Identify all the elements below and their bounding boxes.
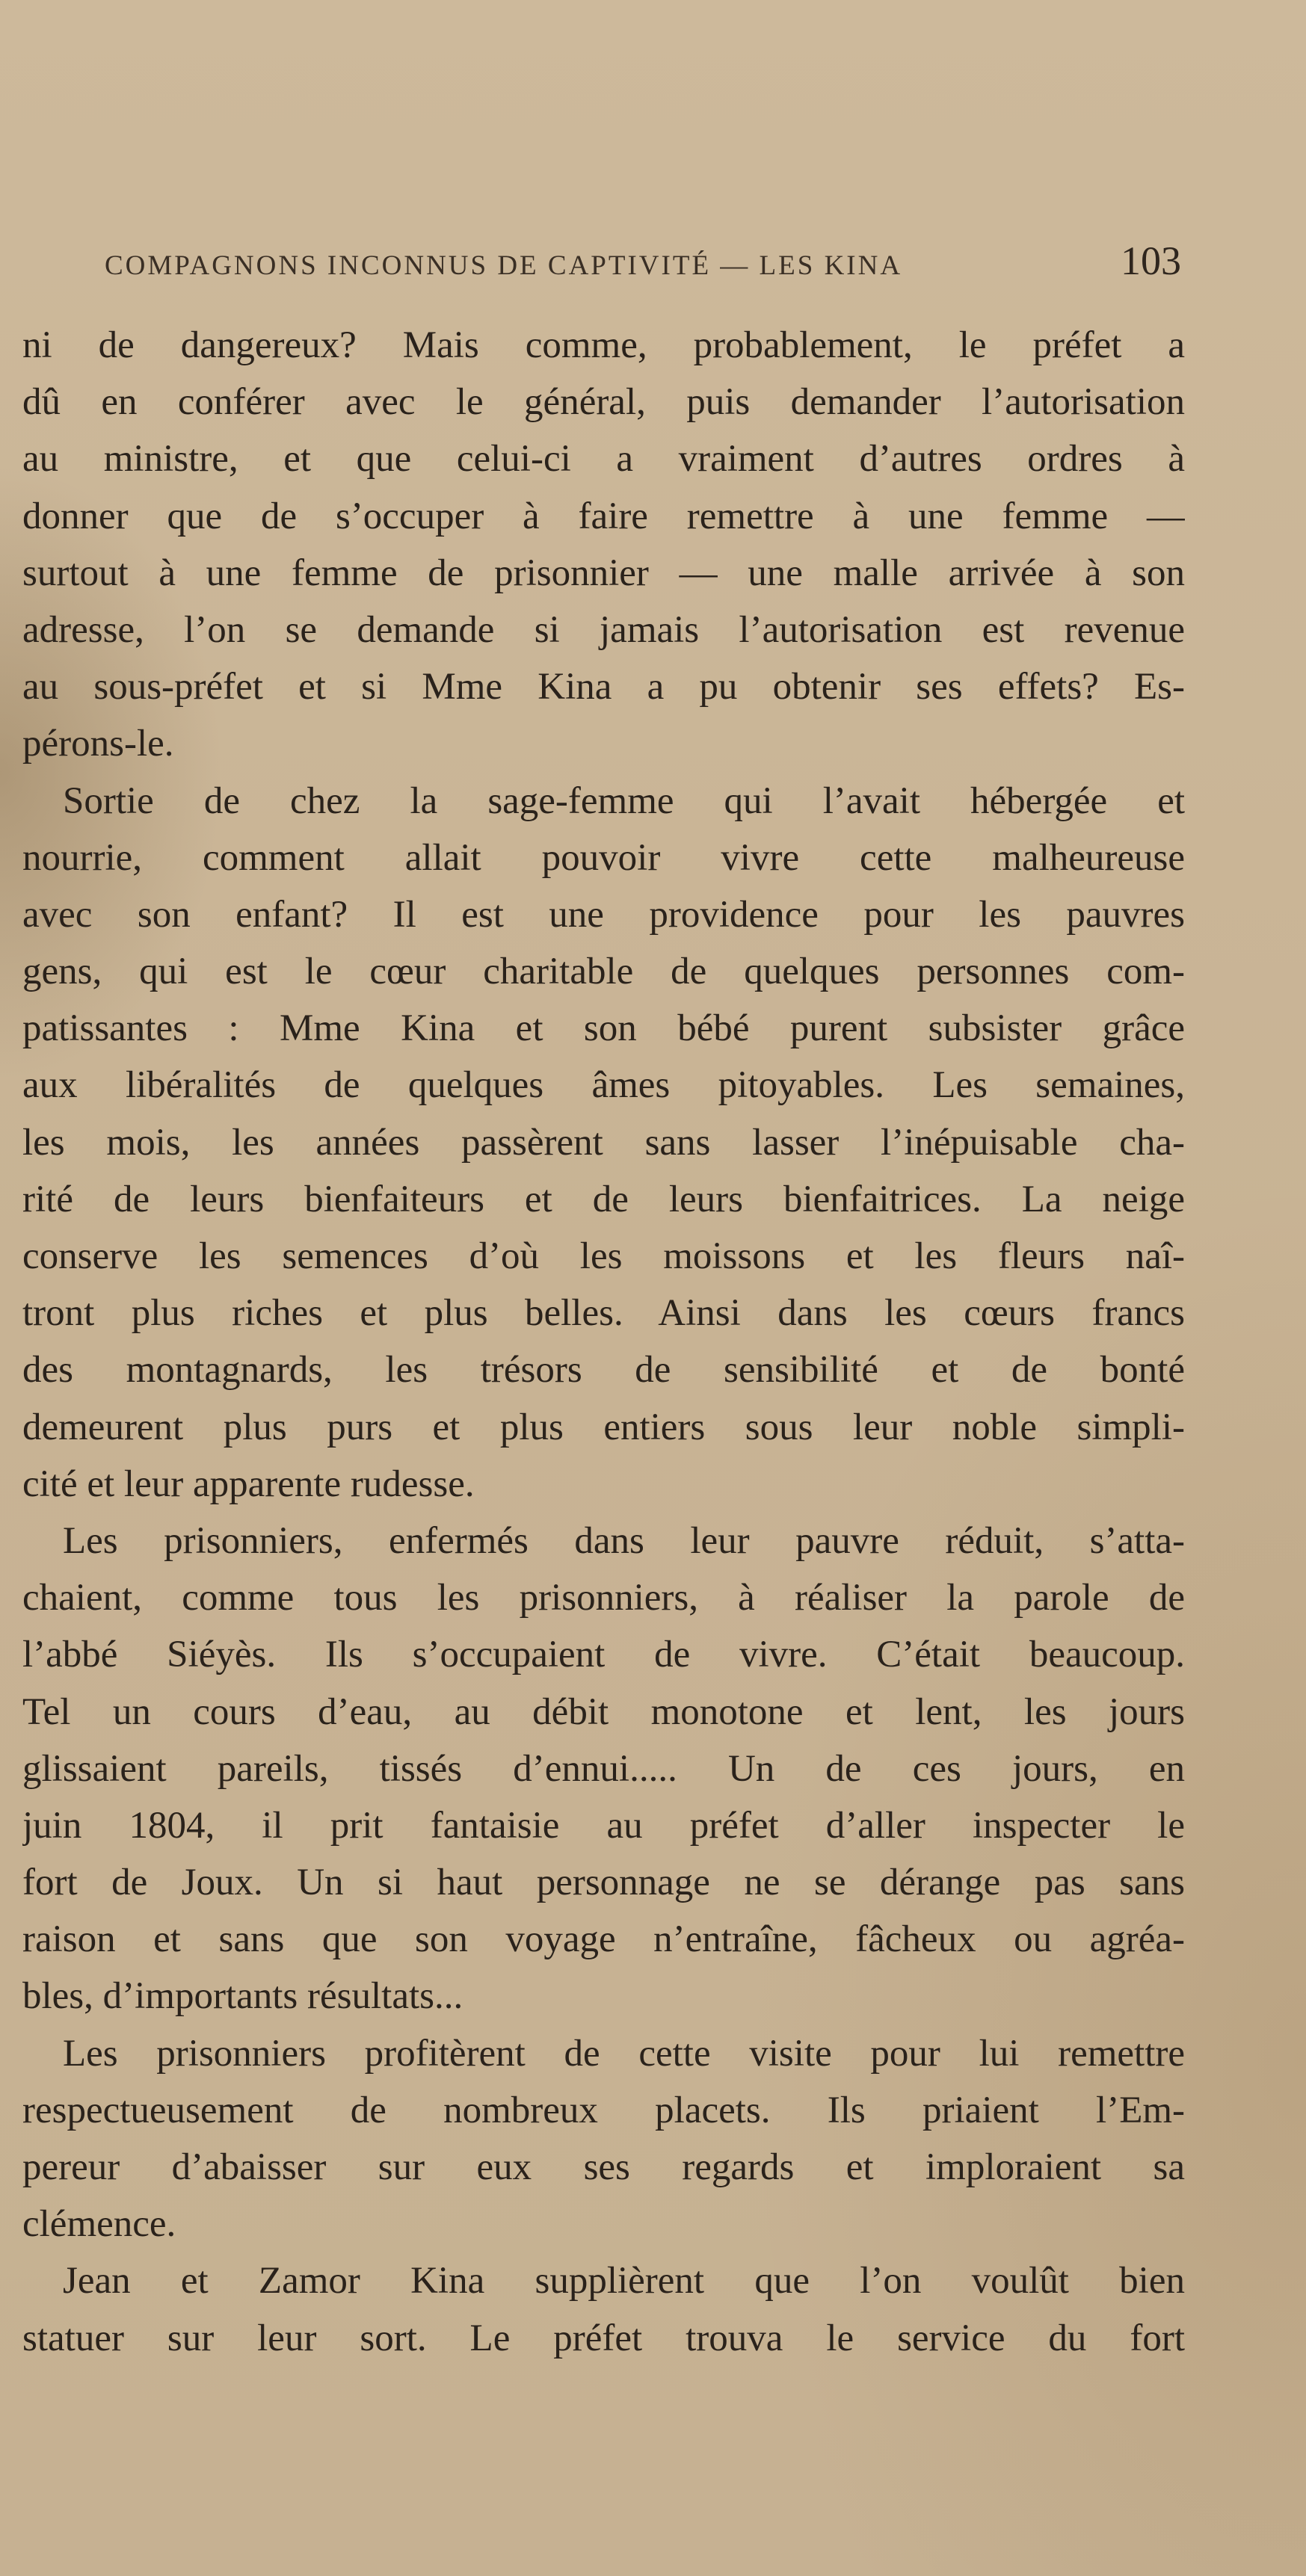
text-line: Jean et Zamor Kina supplièrent que l’on voulût bien [63, 2260, 1185, 2302]
text-line: surtout à une femme de prisonnier — une malle arrivée à son [22, 552, 1185, 594]
text-line: nourrie, comment allait pouvoir vivre cette malheureuse [22, 836, 1185, 879]
text-line: des montagnards, les trésors de sensibilité et de bonté [22, 1349, 1185, 1392]
text-line: Sortie de chez la sage-femme qui l’avait hébergée et [63, 779, 1185, 822]
text-line: cité et leur apparente rudesse. [22, 1462, 475, 1505]
text-line: pérons-le. [22, 723, 174, 765]
running-title: COMPAGNONS INCONNUS DE CAPTIVITÉ — LES KINA [105, 250, 903, 281]
text-line: conserve les semences d’où les moissons et les fleurs naî- [22, 1235, 1185, 1277]
body-text [22, 317, 1185, 2367]
text-line: gens, qui est le cœur charitable de quelques personnes com- [22, 951, 1185, 993]
text-line: raison et sans que son voyage n’entraîne, fâcheux ou agréa- [22, 1918, 1185, 1961]
text-line: fort de Joux. Un si haut personnage ne se dérange pas sans [22, 1862, 1185, 1904]
text-line: au sous-préfet et si Mme Kina a pu obtenir ses effets? Es- [22, 666, 1185, 708]
text-line: Tel un cours d’eau, au débit monotone et lent, les jours [22, 1690, 1185, 1733]
text-line: juin 1804, il prit fantaisie au préfet d’aller inspecter le [22, 1804, 1185, 1847]
text-line: pereur d’abaisser sur eux ses regards et imploraient sa [22, 2146, 1185, 2188]
text-line: chaient, comme tous les prisonniers, à réaliser la parole de [22, 1577, 1185, 1619]
text-line: rité de leurs bienfaiteurs et de leurs bienfaitrices. La neige [22, 1178, 1185, 1220]
text-line: au ministre, et que celui-ci a vraiment d’autres ordres à [22, 438, 1185, 481]
text-line: adresse, l’on se demande si jamais l’autorisation est revenue [22, 608, 1185, 651]
text-line: glissaient pareils, tissés d’ennui..... Un de ces jours, en [22, 1747, 1185, 1790]
text-line: tront plus riches et plus belles. Ainsi dans les cœurs francs [22, 1292, 1185, 1335]
text-line: demeurent plus purs et plus entiers sous leur noble simpli- [22, 1406, 1185, 1448]
text-line: dû en conférer avec le général, puis demander l’autorisation [22, 381, 1185, 424]
text-line: donner que de s’occuper à faire remettre à une femme — [22, 495, 1185, 537]
running-head [105, 238, 1181, 297]
text-line: statuer sur leur sort. Le préfet trouva le service du fort [22, 2317, 1185, 2359]
text-line: patissantes : Mme Kina et son bébé purent subsister grâce [22, 1007, 1185, 1050]
text-line: ni de dangereux? Mais comme, probablement, le préfet a [22, 324, 1185, 366]
text-line: Les prisonniers profitèrent de cette visite pour lui remettre [63, 2032, 1185, 2075]
page-number: 103 [1121, 238, 1181, 283]
text-line: respectueusement de nombreux placets. Ils priaient l’Em- [22, 2089, 1185, 2131]
text-line: avec son enfant? Il est une providence pour les pauvres [22, 893, 1185, 936]
text-line: bles, d’importants résultats... [22, 1975, 463, 2018]
text-line: aux libéralités de quelques âmes pitoyables. Les semaines, [22, 1064, 1185, 1107]
text-line: les mois, les années passèrent sans lasser l’inépuisable cha- [22, 1121, 1185, 1164]
text-line: l’abbé Siéyès. Ils s’occupaient de vivre. C’était beaucoup. [22, 1634, 1185, 1676]
text-line: Les prisonniers, enfermés dans leur pauvre réduit, s’atta- [63, 1519, 1185, 1562]
text-line: clémence. [22, 2203, 176, 2246]
